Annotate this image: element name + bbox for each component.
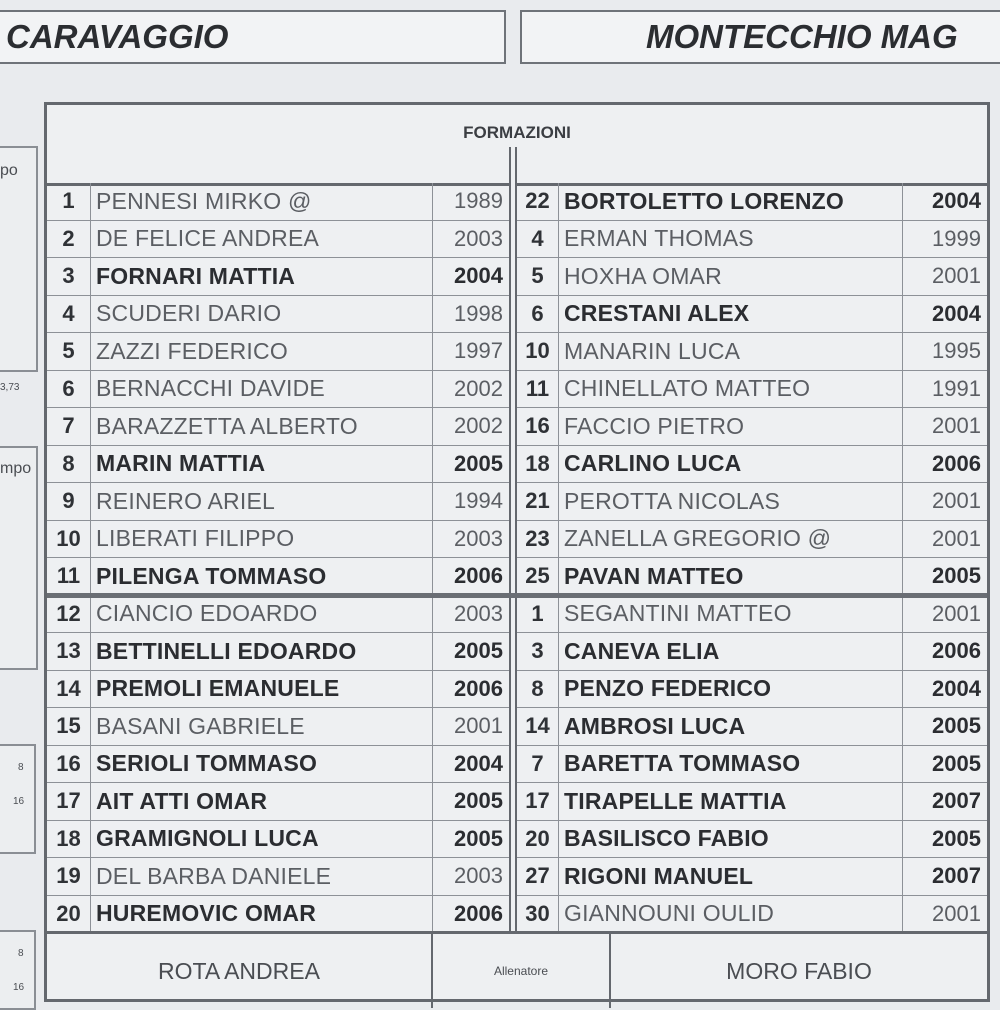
player-name: DEL BARBA DANIELE	[91, 858, 433, 895]
birth-year: 1997	[454, 338, 503, 364]
home-player-row	[47, 258, 509, 296]
home-team-name: CARAVAGGIO	[0, 10, 506, 64]
birth-year: 2004	[932, 675, 981, 701]
shirt-number: 5	[517, 258, 559, 295]
birth-year: 2006	[932, 450, 981, 476]
player-name: LIBERATI FILIPPO	[91, 521, 433, 558]
away-player-row	[517, 521, 987, 559]
away-player-row	[517, 783, 987, 821]
birth-year: 2002	[454, 375, 503, 401]
player-name: ERMAN THOMAS	[559, 221, 903, 258]
player-name: TIRAPELLE MATTIA	[559, 783, 903, 820]
home-player-row	[47, 183, 509, 221]
lineup-sheet	[44, 102, 990, 1002]
edge-count-8a: 8	[18, 762, 24, 773]
shirt-number: 18	[47, 821, 91, 858]
home-player-row	[47, 558, 509, 596]
home-player-row	[47, 596, 509, 634]
substitutes-separator	[47, 593, 987, 598]
home-player-row	[47, 521, 509, 559]
away-player-row	[517, 183, 987, 221]
shirt-number: 6	[517, 296, 559, 333]
shirt-number: 8	[47, 446, 91, 483]
home-player-row	[47, 633, 509, 671]
shirt-number: 14	[47, 671, 91, 708]
birth-year: 1991	[932, 375, 981, 401]
away-player-row	[517, 408, 987, 446]
away-player-row	[517, 896, 987, 934]
away-player-row	[517, 746, 987, 784]
birth-year: 2005	[454, 825, 503, 851]
birth-year: 2001	[932, 525, 981, 551]
birth-year: 2002	[454, 413, 503, 439]
player-name: BETTINELLI EDOARDO	[91, 633, 433, 670]
shirt-number: 4	[517, 221, 559, 258]
shirt-number: 11	[47, 558, 91, 595]
shirt-number: 12	[47, 596, 91, 633]
shirt-number: 8	[517, 671, 559, 708]
shirt-number: 15	[47, 708, 91, 745]
team-column-divider	[509, 183, 517, 933]
home-player-row	[47, 746, 509, 784]
shirt-number: 2	[47, 221, 91, 258]
player-name: PILENGA TOMMASO	[91, 558, 433, 595]
player-name: BARETTA TOMMASO	[559, 746, 903, 783]
away-player-row	[517, 296, 987, 334]
edge-label-tempo: po	[0, 162, 18, 179]
player-name: BARAZZETTA ALBERTO	[91, 408, 433, 445]
home-player-row	[47, 671, 509, 709]
shirt-number: 17	[47, 783, 91, 820]
player-name: CRESTANI ALEX	[559, 296, 903, 333]
birth-year: 2001	[932, 600, 981, 626]
away-player-row	[517, 596, 987, 634]
birth-year: 2004	[454, 263, 503, 289]
player-name: RIGONI MANUEL	[559, 858, 903, 895]
birth-year: 2003	[454, 225, 503, 251]
away-player-row	[517, 708, 987, 746]
player-name: CIANCIO EDOARDO	[91, 596, 433, 633]
home-player-row	[47, 221, 509, 259]
edge-box-counts-2	[0, 930, 36, 1010]
coaches-row	[47, 931, 987, 1008]
shirt-number: 1	[47, 183, 91, 220]
home-player-row	[47, 483, 509, 521]
player-name: SEGANTINI MATTEO	[559, 596, 903, 633]
away-player-row	[517, 558, 987, 596]
shirt-number: 20	[47, 896, 91, 933]
away-player-row	[517, 446, 987, 484]
shirt-number: 1	[517, 596, 559, 633]
player-name: HUREMOVIC OMAR	[91, 896, 433, 933]
birth-year: 2003	[454, 525, 503, 551]
home-player-row	[47, 371, 509, 409]
player-name: AIT ATTI OMAR	[91, 783, 433, 820]
player-name: MARIN MATTIA	[91, 446, 433, 483]
player-name: GIANNOUNI OULID	[559, 896, 903, 933]
player-name: CHINELLATO MATTEO	[559, 371, 903, 408]
birth-year: 1998	[454, 300, 503, 326]
player-name: HOXHA OMAR	[559, 258, 903, 295]
edge-value: 3,73	[0, 382, 20, 393]
birth-year: 2005	[454, 788, 503, 814]
home-player-row	[47, 896, 509, 934]
header-divider-left	[509, 147, 511, 183]
shirt-number: 20	[517, 821, 559, 858]
birth-year: 2006	[932, 638, 981, 664]
player-name: SERIOLI TOMMASO	[91, 746, 433, 783]
player-name: CARLINO LUCA	[559, 446, 903, 483]
shirt-number: 7	[47, 408, 91, 445]
shirt-number: 9	[47, 483, 91, 520]
player-name: PENNESI MIRKO @	[91, 183, 433, 220]
birth-year: 2003	[454, 863, 503, 889]
shirt-number: 21	[517, 483, 559, 520]
home-player-row	[47, 408, 509, 446]
edge-count-16b: 16	[13, 982, 25, 993]
away-player-row	[517, 633, 987, 671]
away-player-row	[517, 258, 987, 296]
home-coach: ROTA ANDREA	[47, 934, 433, 1008]
player-name: ZAZZI FEDERICO	[91, 333, 433, 370]
birth-year: 2005	[932, 825, 981, 851]
away-team-name: MONTECCHIO MAG	[520, 10, 1000, 64]
shirt-number: 16	[47, 746, 91, 783]
shirt-number: 3	[47, 258, 91, 295]
edge-box-tempo-2	[0, 446, 38, 670]
player-name: CANEVA ELIA	[559, 633, 903, 670]
player-name: BASANI GABRIELE	[91, 708, 433, 745]
birth-year: 2001	[932, 488, 981, 514]
away-player-row	[517, 671, 987, 709]
birth-year: 2007	[932, 863, 981, 889]
shirt-number: 30	[517, 896, 559, 933]
edge-count-8b: 8	[18, 948, 24, 959]
player-name: FORNARI MATTIA	[91, 258, 433, 295]
player-name: PENZO FEDERICO	[559, 671, 903, 708]
birth-year: 2004	[932, 188, 981, 214]
birth-year: 1989	[454, 188, 503, 214]
formazioni-header	[47, 105, 987, 186]
shirt-number: 7	[517, 746, 559, 783]
home-player-row	[47, 783, 509, 821]
home-player-row	[47, 296, 509, 334]
player-name: BASILISCO FABIO	[559, 821, 903, 858]
shirt-number: 10	[47, 521, 91, 558]
birth-year: 2005	[932, 750, 981, 776]
home-player-row	[47, 821, 509, 859]
player-name: REINERO ARIEL	[91, 483, 433, 520]
shirt-number: 25	[517, 558, 559, 595]
birth-year: 2001	[454, 713, 503, 739]
away-player-row	[517, 821, 987, 859]
header-divider-right	[515, 147, 517, 183]
shirt-number: 22	[517, 183, 559, 220]
birth-year: 1995	[932, 338, 981, 364]
away-player-row	[517, 483, 987, 521]
shirt-number: 19	[47, 858, 91, 895]
edge-count-16a: 16	[13, 796, 25, 807]
birth-year: 2001	[932, 900, 981, 926]
away-player-row	[517, 221, 987, 259]
coach-label: Allenatore	[433, 934, 611, 1008]
birth-year: 2004	[932, 300, 981, 326]
shirt-number: 5	[47, 333, 91, 370]
birth-year: 2006	[454, 900, 503, 926]
shirt-number: 16	[517, 408, 559, 445]
player-name: PEROTTA NICOLAS	[559, 483, 903, 520]
shirt-number: 6	[47, 371, 91, 408]
away-coach: MORO FABIO	[726, 957, 872, 984]
home-player-row	[47, 446, 509, 484]
birth-year: 2005	[932, 563, 981, 589]
shirt-number: 14	[517, 708, 559, 745]
home-player-row	[47, 708, 509, 746]
player-name: DE FELICE ANDREA	[91, 221, 433, 258]
birth-year: 2003	[454, 600, 503, 626]
shirt-number: 23	[517, 521, 559, 558]
player-name: AMBROSI LUCA	[559, 708, 903, 745]
player-name: ZANELLA GREGORIO @	[559, 521, 903, 558]
shirt-number: 3	[517, 633, 559, 670]
player-name: PREMOLI EMANUELE	[91, 671, 433, 708]
player-name: BERNACCHI DAVIDE	[91, 371, 433, 408]
birth-year: 2001	[932, 413, 981, 439]
home-player-row	[47, 858, 509, 896]
shirt-number: 13	[47, 633, 91, 670]
player-name: FACCIO PIETRO	[559, 408, 903, 445]
birth-year: 2007	[932, 788, 981, 814]
shirt-number: 10	[517, 333, 559, 370]
birth-year: 1999	[932, 225, 981, 251]
birth-year: 2005	[454, 638, 503, 664]
birth-year: 2001	[932, 263, 981, 289]
birth-year: 2006	[454, 563, 503, 589]
away-player-row	[517, 371, 987, 409]
birth-year: 2005	[454, 450, 503, 476]
player-name: GRAMIGNOLI LUCA	[91, 821, 433, 858]
player-name: MANARIN LUCA	[559, 333, 903, 370]
shirt-number: 11	[517, 371, 559, 408]
birth-year: 2006	[454, 675, 503, 701]
birth-year: 2005	[932, 713, 981, 739]
player-name: PAVAN MATTEO	[559, 558, 903, 595]
away-player-row	[517, 333, 987, 371]
shirt-number: 27	[517, 858, 559, 895]
shirt-number: 17	[517, 783, 559, 820]
shirt-number: 4	[47, 296, 91, 333]
formazioni-title: FORMAZIONI	[463, 123, 571, 142]
birth-year: 2004	[454, 750, 503, 776]
birth-year: 1994	[454, 488, 503, 514]
player-name: BORTOLETTO LORENZO	[559, 183, 903, 220]
edge-label-tempo-2: mpo	[0, 460, 32, 477]
away-player-row	[517, 858, 987, 896]
home-player-row	[47, 333, 509, 371]
player-name: SCUDERI DARIO	[91, 296, 433, 333]
shirt-number: 18	[517, 446, 559, 483]
